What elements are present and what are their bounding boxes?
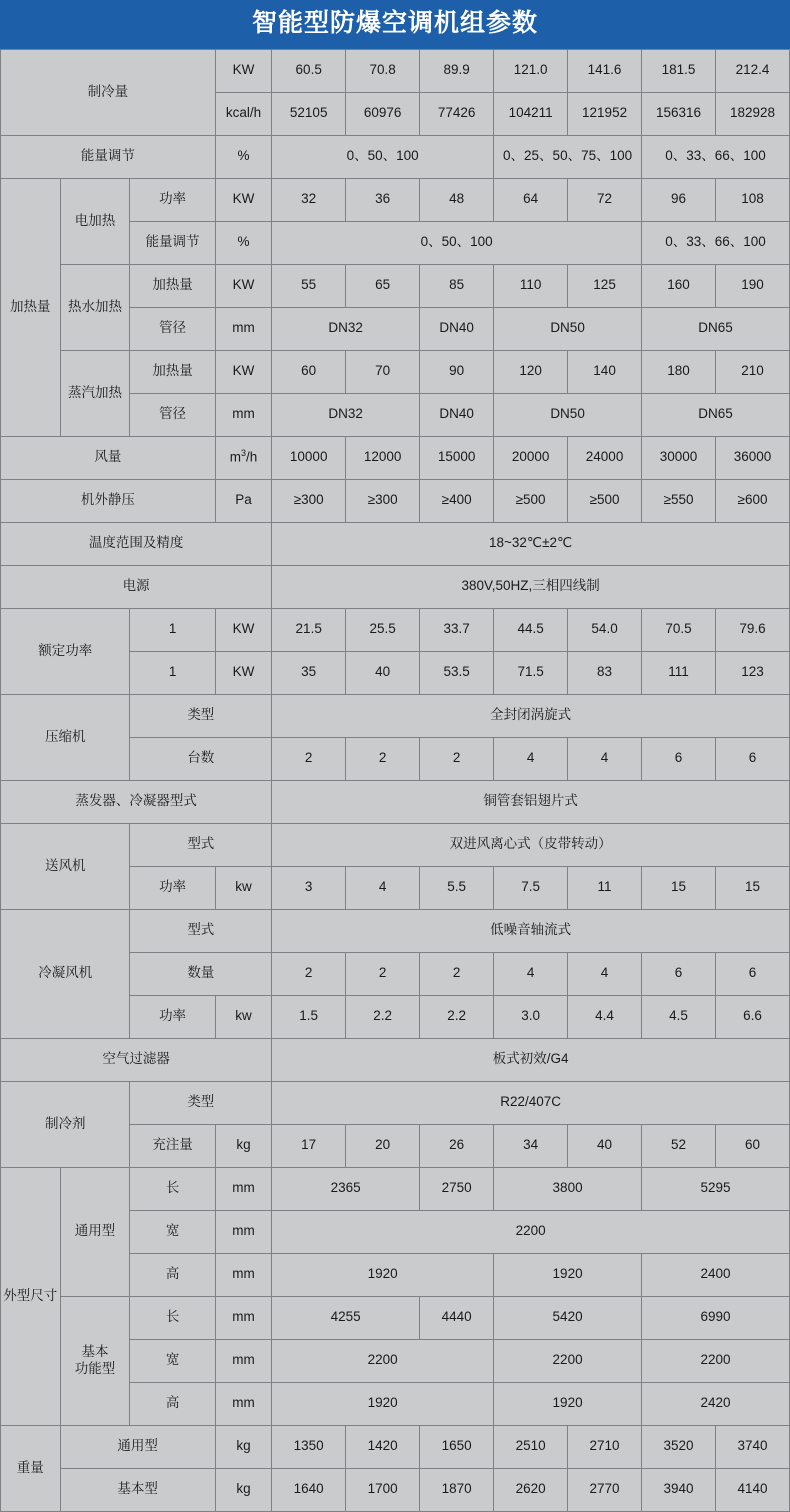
unit-superscript: 3: [240, 448, 246, 459]
value-cell: 108: [716, 178, 790, 221]
value-cell: 156316: [642, 92, 716, 135]
table-row: [1, 49, 790, 92]
value-cell: 10000: [272, 436, 346, 479]
value-cell: 3940: [642, 1468, 716, 1511]
value-cell: DN65: [642, 393, 790, 436]
row-label-basic-type: [60, 1296, 130, 1425]
value-cell: 40: [346, 651, 420, 694]
value-cell: 2400: [642, 1253, 790, 1296]
value-cell: 120: [494, 350, 568, 393]
value-cell: 2: [346, 737, 420, 780]
value-cell: 双进风离心式（皮带转动）: [272, 823, 790, 866]
row-label-refrigerant: 制冷剂: [1, 1081, 130, 1167]
unit-cell: [215, 436, 272, 479]
value-cell: 2710: [568, 1425, 642, 1468]
value-cell: 1920: [494, 1253, 642, 1296]
value-cell: 90: [420, 350, 494, 393]
value-cell: 20000: [494, 436, 568, 479]
value-cell: 2.2: [420, 995, 494, 1038]
value-cell: 板式初效/G4: [272, 1038, 790, 1081]
value-cell: 36000: [716, 436, 790, 479]
table-row: [1, 780, 790, 823]
table-row: [1, 479, 790, 522]
value-cell: 2620: [494, 1468, 568, 1511]
value-cell: 2750: [420, 1167, 494, 1210]
value-cell: 6: [642, 737, 716, 780]
value-cell: 24000: [568, 436, 642, 479]
table-row: [1, 608, 790, 651]
value-cell: ≥300: [272, 479, 346, 522]
value-cell: 4255: [272, 1296, 420, 1339]
value-cell: 2: [272, 737, 346, 780]
value-cell: 110: [494, 264, 568, 307]
value-cell: 2420: [642, 1382, 790, 1425]
sub-label: 高: [130, 1382, 215, 1425]
sub-label: 长: [130, 1296, 215, 1339]
value-cell: 54.0: [568, 608, 642, 651]
table-row: [1, 350, 790, 393]
row-label-heating: 加热量: [1, 178, 61, 436]
sub-label: 类型: [130, 1081, 272, 1124]
value-cell: ≥300: [346, 479, 420, 522]
sub-label: 基本型: [60, 1468, 215, 1511]
sub-label: 1: [130, 651, 215, 694]
value-cell: 160: [642, 264, 716, 307]
row-label-condenser-fan: 冷凝风机: [1, 909, 130, 1038]
sub-label: 数量: [130, 952, 272, 995]
value-cell: DN50: [494, 393, 642, 436]
basic-type-line1: 基本: [81, 1343, 109, 1359]
unit-cell: kw: [215, 866, 272, 909]
value-cell: 4: [568, 737, 642, 780]
row-label-dimensions: 外型尺寸: [1, 1167, 61, 1425]
value-cell: 32: [272, 178, 346, 221]
table-row: [1, 565, 790, 608]
value-cell: 180: [642, 350, 716, 393]
value-cell: 35: [272, 651, 346, 694]
row-label-air-filter: 空气过滤器: [1, 1038, 272, 1081]
value-cell: 2200: [642, 1339, 790, 1382]
value-cell: 182928: [716, 92, 790, 135]
unit-cell: mm: [215, 1253, 272, 1296]
value-cell: 2770: [568, 1468, 642, 1511]
unit-cell: %: [215, 135, 272, 178]
sub-label: 功率: [130, 995, 215, 1038]
value-cell: 6.6: [716, 995, 790, 1038]
value-cell: 1700: [346, 1468, 420, 1511]
table-row: [1, 823, 790, 866]
value-cell: 0、25、50、75、100: [494, 135, 642, 178]
value-cell: 铜管套铝翅片式: [272, 780, 790, 823]
value-cell: 2: [420, 737, 494, 780]
table-row: [1, 135, 790, 178]
value-cell: 30000: [642, 436, 716, 479]
table-row: [1, 1296, 790, 1339]
value-cell: DN40: [420, 307, 494, 350]
page-title: 智能型防爆空调机组参数: [0, 0, 790, 49]
value-cell: 141.6: [568, 49, 642, 92]
unit-cell: mm: [215, 1167, 272, 1210]
row-label-electric-heating: 电加热: [60, 178, 130, 264]
sub-label: 长: [130, 1167, 215, 1210]
value-cell: 3800: [494, 1167, 642, 1210]
value-cell: 2: [346, 952, 420, 995]
value-cell: 4: [494, 952, 568, 995]
value-cell: DN32: [272, 393, 420, 436]
row-label-cooling: 制冷量: [1, 49, 216, 135]
value-cell: 5.5: [420, 866, 494, 909]
row-label-steam-heating: 蒸汽加热: [60, 350, 130, 436]
value-cell: 2200: [494, 1339, 642, 1382]
value-cell: 70.8: [346, 49, 420, 92]
unit-cell: kg: [215, 1468, 272, 1511]
value-cell: DN40: [420, 393, 494, 436]
value-cell: 52105: [272, 92, 346, 135]
row-label-power-supply: 电源: [1, 565, 272, 608]
value-cell: 1920: [272, 1382, 494, 1425]
value-cell: 3.0: [494, 995, 568, 1038]
sub-label: 通用型: [60, 1425, 215, 1468]
value-cell: 33.7: [420, 608, 494, 651]
value-cell: 34: [494, 1124, 568, 1167]
value-cell: 121952: [568, 92, 642, 135]
value-cell: 380V,50HZ,三相四线制: [272, 565, 790, 608]
value-cell: 17: [272, 1124, 346, 1167]
value-cell: 12000: [346, 436, 420, 479]
value-cell: ≥500: [494, 479, 568, 522]
value-cell: 140: [568, 350, 642, 393]
value-cell: 4440: [420, 1296, 494, 1339]
value-cell: 6: [716, 952, 790, 995]
sub-label: 宽: [130, 1210, 215, 1253]
sub-label: 功率: [130, 866, 215, 909]
sub-label: 充注量: [130, 1124, 215, 1167]
sub-label: 能量调节: [130, 221, 215, 264]
unit-cell: mm: [215, 1210, 272, 1253]
value-cell: ≥550: [642, 479, 716, 522]
value-cell: 21.5: [272, 608, 346, 651]
unit-cell: KW: [215, 651, 272, 694]
value-cell: 3740: [716, 1425, 790, 1468]
table-row: [1, 694, 790, 737]
value-cell: DN32: [272, 307, 420, 350]
sub-label: 管径: [130, 307, 215, 350]
unit-cell: kg: [215, 1425, 272, 1468]
value-cell: 0、33、66、100: [642, 221, 790, 264]
value-cell: 3: [272, 866, 346, 909]
value-cell: 72: [568, 178, 642, 221]
value-cell: 60976: [346, 92, 420, 135]
unit-cell: KW: [215, 350, 272, 393]
value-cell: 3520: [642, 1425, 716, 1468]
table-row: [1, 1038, 790, 1081]
value-cell: 71.5: [494, 651, 568, 694]
sub-label: 加热量: [130, 264, 215, 307]
value-cell: 1920: [272, 1253, 494, 1296]
value-cell: 125: [568, 264, 642, 307]
value-cell: 2.2: [346, 995, 420, 1038]
value-cell: 89.9: [420, 49, 494, 92]
value-cell: 65: [346, 264, 420, 307]
table-row: [1, 178, 790, 221]
table-row: [1, 436, 790, 479]
value-cell: 77426: [420, 92, 494, 135]
value-cell: 4.5: [642, 995, 716, 1038]
value-cell: R22/407C: [272, 1081, 790, 1124]
table-row: [1, 1081, 790, 1124]
value-cell: 7.5: [494, 866, 568, 909]
value-cell: 44.5: [494, 608, 568, 651]
value-cell: 181.5: [642, 49, 716, 92]
unit-cell: %: [215, 221, 272, 264]
unit-cell: kw: [215, 995, 272, 1038]
value-cell: 2200: [272, 1210, 790, 1253]
value-cell: 64: [494, 178, 568, 221]
value-cell: 26: [420, 1124, 494, 1167]
value-cell: 1870: [420, 1468, 494, 1511]
value-cell: 70: [346, 350, 420, 393]
value-cell: 1650: [420, 1425, 494, 1468]
value-cell: 15: [642, 866, 716, 909]
row-label-airflow: 风量: [1, 436, 216, 479]
value-cell: 104211: [494, 92, 568, 135]
sub-label: 管径: [130, 393, 215, 436]
value-cell: 4140: [716, 1468, 790, 1511]
row-label-rated-power: 额定功率: [1, 608, 130, 694]
value-cell: 6: [642, 952, 716, 995]
value-cell: 15000: [420, 436, 494, 479]
unit-cell: KW: [215, 178, 272, 221]
row-label-capacity-control: 能量调节: [1, 135, 216, 178]
value-cell: 1640: [272, 1468, 346, 1511]
value-cell: 85: [420, 264, 494, 307]
value-cell: 40: [568, 1124, 642, 1167]
value-cell: ≥400: [420, 479, 494, 522]
value-cell: 全封闭涡旋式: [272, 694, 790, 737]
value-cell: 0、50、100: [272, 221, 642, 264]
value-cell: 83: [568, 651, 642, 694]
table-row: [1, 909, 790, 952]
value-cell: 2: [420, 952, 494, 995]
value-cell: 15: [716, 866, 790, 909]
value-cell: 6: [716, 737, 790, 780]
basic-type-line2: 功能型: [74, 1360, 116, 1376]
value-cell: 55: [272, 264, 346, 307]
value-cell: 1420: [346, 1425, 420, 1468]
value-cell: 2: [272, 952, 346, 995]
value-cell: 4: [346, 866, 420, 909]
sub-label: 1: [130, 608, 215, 651]
unit-cell: mm: [215, 1339, 272, 1382]
sub-label: 加热量: [130, 350, 215, 393]
table-row: [1, 264, 790, 307]
unit-text: m: [229, 449, 241, 465]
value-cell: 低噪音轴流式: [272, 909, 790, 952]
unit-cell: mm: [215, 307, 272, 350]
value-cell: DN50: [494, 307, 642, 350]
value-cell: 190: [716, 264, 790, 307]
row-label-hotwater-heating: 热水加热: [60, 264, 130, 350]
value-cell: 2200: [272, 1339, 494, 1382]
row-label-temp-range: 温度范围及精度: [1, 522, 272, 565]
value-cell: 5420: [494, 1296, 642, 1339]
value-cell: 60: [716, 1124, 790, 1167]
table-row: [1, 522, 790, 565]
value-cell: 4: [494, 737, 568, 780]
row-label-weight: 重量: [1, 1425, 61, 1511]
sub-label: 类型: [130, 694, 272, 737]
value-cell: 53.5: [420, 651, 494, 694]
row-label-general-type: 通用型: [60, 1167, 130, 1296]
value-cell: 96: [642, 178, 716, 221]
value-cell: 25.5: [346, 608, 420, 651]
row-label-static-pressure: 机外静压: [1, 479, 216, 522]
value-cell: DN65: [642, 307, 790, 350]
value-cell: 11: [568, 866, 642, 909]
sub-label: 型式: [130, 909, 272, 952]
value-cell: 1.5: [272, 995, 346, 1038]
value-cell: 6990: [642, 1296, 790, 1339]
value-cell: 4: [568, 952, 642, 995]
value-cell: 1350: [272, 1425, 346, 1468]
unit-cell: mm: [215, 393, 272, 436]
sub-label: 型式: [130, 823, 272, 866]
value-cell: 18~32℃±2℃: [272, 522, 790, 565]
sub-label: 宽: [130, 1339, 215, 1382]
unit-cell: kcal/h: [215, 92, 272, 135]
row-label-compressor: 压缩机: [1, 694, 130, 780]
row-label-coil-type: 蒸发器、冷凝器型式: [1, 780, 272, 823]
value-cell: 60: [272, 350, 346, 393]
value-cell: 212.4: [716, 49, 790, 92]
value-cell: 79.6: [716, 608, 790, 651]
unit-text-tail: /h: [245, 449, 258, 465]
value-cell: 60.5: [272, 49, 346, 92]
sub-label: 高: [130, 1253, 215, 1296]
value-cell: 210: [716, 350, 790, 393]
unit-cell: kg: [215, 1124, 272, 1167]
value-cell: 20: [346, 1124, 420, 1167]
table-row: [1, 1425, 790, 1468]
value-cell: 2510: [494, 1425, 568, 1468]
unit-cell: KW: [215, 49, 272, 92]
value-cell: 2365: [272, 1167, 420, 1210]
value-cell: 121.0: [494, 49, 568, 92]
value-cell: ≥500: [568, 479, 642, 522]
value-cell: 0、50、100: [272, 135, 494, 178]
unit-cell: KW: [215, 608, 272, 651]
value-cell: 0、33、66、100: [642, 135, 790, 178]
sub-label: 功率: [130, 178, 215, 221]
unit-cell: KW: [215, 264, 272, 307]
value-cell: 70.5: [642, 608, 716, 651]
table-row: [1, 1468, 790, 1511]
value-cell: ≥600: [716, 479, 790, 522]
value-cell: 123: [716, 651, 790, 694]
unit-cell: mm: [215, 1296, 272, 1339]
value-cell: 4.4: [568, 995, 642, 1038]
value-cell: 5295: [642, 1167, 790, 1210]
row-label-supply-fan: 送风机: [1, 823, 130, 909]
specification-table: [0, 49, 790, 1512]
value-cell: 48: [420, 178, 494, 221]
unit-cell: mm: [215, 1382, 272, 1425]
unit-cell: Pa: [215, 479, 272, 522]
value-cell: 52: [642, 1124, 716, 1167]
value-cell: 1920: [494, 1382, 642, 1425]
table-row: [1, 1167, 790, 1210]
sub-label: 台数: [130, 737, 272, 780]
value-cell: 36: [346, 178, 420, 221]
value-cell: 111: [642, 651, 716, 694]
